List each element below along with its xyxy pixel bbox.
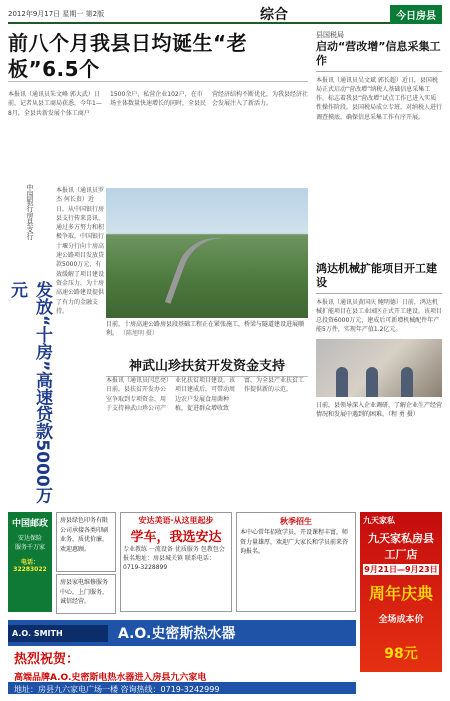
driving-school-ad (120, 512, 232, 612)
article-body: 本报讯（通讯员吴文斌 郭长超）近日，县国税局正式启动“营改增”纳税人基础信息采集工作，标志着我县“营改增”试点工作已进入实质性操作阶段。县国税局成立专班，对纳税人进行调查摸底，确保信息采集工作有序开展。 (316, 76, 443, 121)
article-body-2: 本报讯（通讯员黄国庆 鲍明德）日前，鸿达机械扩能项目在县工业园区正式开工建设。该项目总投资6000万元，建成后可新增机械配件年产能5万件，实现年产值1.2亿元。 (316, 298, 443, 334)
right-bottom-article (316, 262, 442, 419)
article-title: 启动“营改增”信息采集工作 (316, 40, 442, 72)
school-tagline: 安达美语·从这里起步 (138, 516, 214, 525)
lead-headline (8, 30, 308, 82)
bank-ad (8, 512, 52, 612)
road-shape (165, 227, 268, 330)
vertical-body: 本报讯（通讯员罗杰 何长贵）近日，从中国银行房县支行传来喜讯，通过多方努力和积极争取，中国银行十堰分行向十房高速公路项目发放贷款5000万元，有效缓解了项目建设资金压力，为十房高速公路建设提供了有力的金融支持。 (56, 187, 105, 315)
caption-credit: （陈旭明 摄） (119, 330, 158, 337)
photo-caption (106, 320, 308, 348)
furniture-ad (360, 512, 442, 672)
ao-address: 地址：房县九六家电广场一楼 咨询热线：0719-3242999 (14, 685, 220, 694)
furniture-store-name: 九天家私房县工厂店 (368, 532, 434, 561)
ao-logo: A.O. SMITH (8, 625, 108, 642)
enrollment-ad (236, 512, 356, 612)
school-slogan: 学车，我选安达 (130, 530, 222, 545)
ao-product-name: A.O.史密斯热水器 (118, 626, 236, 642)
school-details: 专业教练 一流设备 优质服务 包教包会 报名地址：房县城关镇 联系电话：0719-3228899 (123, 546, 225, 571)
issue-date: 2012年9月17日 星期一 第2版 (8, 10, 105, 18)
newspaper-brand: 今日房县 (390, 5, 442, 24)
enrollment-title: 秋季招生 (280, 517, 312, 526)
bank-ad-line1: 安达保险 (17, 535, 42, 542)
article-kicker: 县国税局 (316, 31, 344, 39)
factory-photo-caption: 日前，县领导深入企业调研，了解企业生产经营情况和发展中遇到的困难。（程 勇 摄） (316, 401, 443, 418)
repair-ad: 房县家电维修服务中心，上门服务，诚信经营。 (56, 574, 116, 614)
furniture-dates: 9月21日—9月23日 (364, 565, 438, 574)
print-ad: 房县绿色印务有限公司承接各类印刷业务，质优价廉，欢迎惠顾。 (56, 512, 116, 572)
furniture-promo: 全场成本价 (378, 615, 424, 625)
water-heater-ad (8, 620, 356, 694)
vertical-headline (8, 184, 52, 504)
vertical-title: 发放“十房”高速贷款5000万元 (7, 280, 52, 504)
ao-message: 高端品牌A.O.史密斯电热水器进入房县九六家电 (8, 670, 356, 682)
right-top-article (316, 30, 442, 122)
section-title: 综合 (260, 7, 288, 23)
furniture-price: 98元 (384, 646, 418, 662)
page-header (8, 6, 442, 24)
ao-congrats: 热烈祝贺： (8, 646, 356, 670)
furniture-anniversary: 周年庆典 (368, 584, 433, 603)
bank-ad-line2: 服务千万家 (14, 544, 45, 551)
bank-ad-phone: 电话：32283022 (13, 559, 47, 573)
lead-body: 本报讯（通讯员朱文峰 郭大武）日前，记者从县工商局获悉，今年1—8月，全县共新发展个体工商户1500余户，私营企业102户，在市场主体数量快速增长的同时，全县民营经济结构不断优化，为我县经济社会发展注入了新活力。 (8, 91, 309, 117)
caption-text: 目前，十房高速公路房县段基础工程正在紧张施工，桥梁与隧道建设进展顺利。 (106, 321, 305, 337)
lead-title: 前八个月我县日均诞生“老板”6.5个 (8, 31, 248, 81)
article-title-2: 鸿达机械扩能项目开工建设 (316, 262, 442, 294)
vertical-kicker: 中国银行房县支行 (26, 184, 34, 240)
person-figure (366, 367, 378, 397)
enrollment-text: 本中心常年招收学员，开设课程丰富，师资力量雄厚，欢迎广大家长和学员前来咨询报名。 (240, 529, 349, 555)
person-figure (401, 367, 413, 397)
highway-photo (106, 188, 308, 318)
factory-photo (316, 339, 442, 397)
furniture-logo: 九天家私 (363, 516, 395, 525)
person-figure (336, 367, 348, 397)
middle-body: 本报讯（通讯员闫忠亮）日前，县扶贫开发办公室争取到专项资金，用于支持神武山珍公司产业化扶贫项目建设。该项目建成后，可带动周边农户发展食用菌种植，促进群众增收致富，为全县产业扶贫工作提供新的示范。 (106, 377, 305, 412)
middle-title: 神武山珍扶贫开发资金支持 (106, 355, 308, 377)
bank-ad-title: 中国邮政 (11, 519, 48, 529)
